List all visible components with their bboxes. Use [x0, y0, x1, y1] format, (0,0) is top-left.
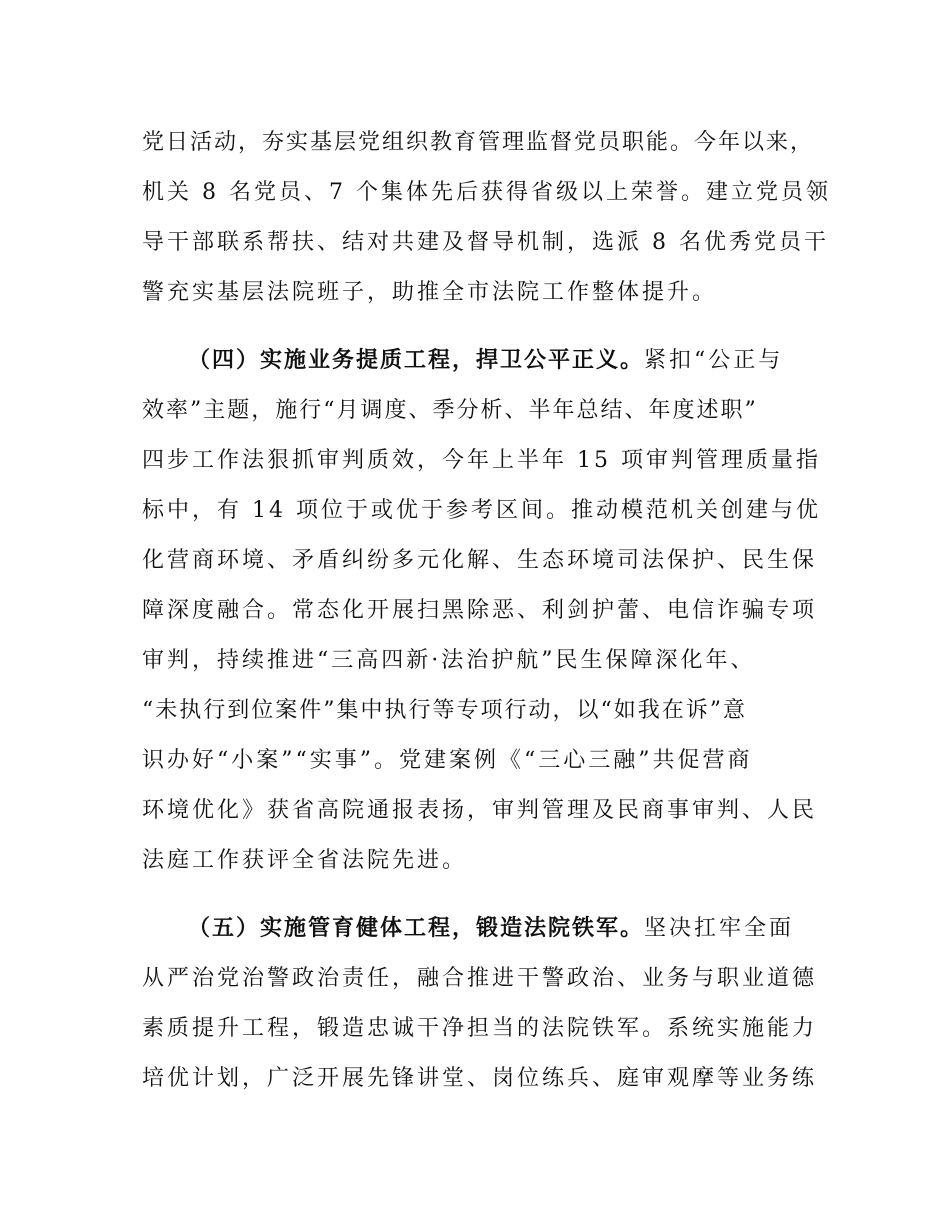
section-4-line-4: 标中，有 14 项位于或优于参考区间。推动模范机关创建与优	[142, 498, 821, 523]
section-5-heading: （五）实施管育健体工程，锻造法院铁军。	[188, 916, 645, 941]
section-4-line-5: 化营商环境、矛盾纠纷多元化解、生态环境司法保护、民生保	[142, 548, 818, 573]
section-4-line-2: 效率”主题，施行“月调度、季分析、半年总结、年度述职”	[142, 398, 758, 423]
section-4-line-8: “未执行到位案件”集中执行等专项行动，以“如我在诉”意	[142, 698, 747, 723]
section-4-line-9: 识办好“小案”“实事”。党建案例《“三心三融”共促营商	[142, 748, 753, 773]
section-4-line-6: 障深度融合。常态化开展扫黑除恶、利剑护蕾、电信诈骗专项	[142, 598, 818, 623]
paragraph-1-line-2: 机关 8 名党员、7 个集体先后获得省级以上荣誉。建立党员领	[142, 180, 831, 205]
section-4-line-10: 环境优化》获省高院通报表扬，审判管理及民商事审判、人民	[142, 798, 818, 823]
section-5-line-2: 从严治党治警政治责任，融合推进干警政治、业务与职业道德	[142, 966, 818, 991]
section-4-line-7: 审判，持续推进“三高四新·法治护航”民生保障深化年、	[142, 648, 756, 673]
section-5-line-3: 素质提升工程，锻造忠诚干净担当的法院铁军。系统实施能力	[142, 1016, 818, 1041]
section-4-first-line	[188, 346, 783, 376]
paragraph-1-line-4: 警充实基层法院班子，助推全市法院工作整体提升。	[142, 280, 718, 305]
section-4-first-line-rest: 紧扣“公正与	[644, 348, 784, 373]
section-5-line-4: 培优计划，广泛开展先锋讲堂、岗位练兵、庭审观摩等业务练	[142, 1066, 818, 1091]
section-5-first-line-rest: 坚决扛牢全面	[644, 916, 795, 941]
paragraph-1-line-1: 党日活动，夯实基层党组织教育管理监督党员职能。今年以来，	[142, 130, 815, 155]
section-4-line-11: 法庭工作获评全省法院先进。	[142, 848, 468, 873]
paragraph-1-line-3: 导干部联系帮扶、结对共建及督导机制，选派 8 名优秀党员干	[142, 230, 829, 255]
section-5-first-line	[188, 914, 794, 944]
section-4-line-3: 四步工作法狠抓审判质效，今年上半年 15 项审判管理质量指	[142, 448, 821, 473]
section-4-heading: （四）实施业务提质工程，捍卫公平正义。	[188, 348, 645, 373]
